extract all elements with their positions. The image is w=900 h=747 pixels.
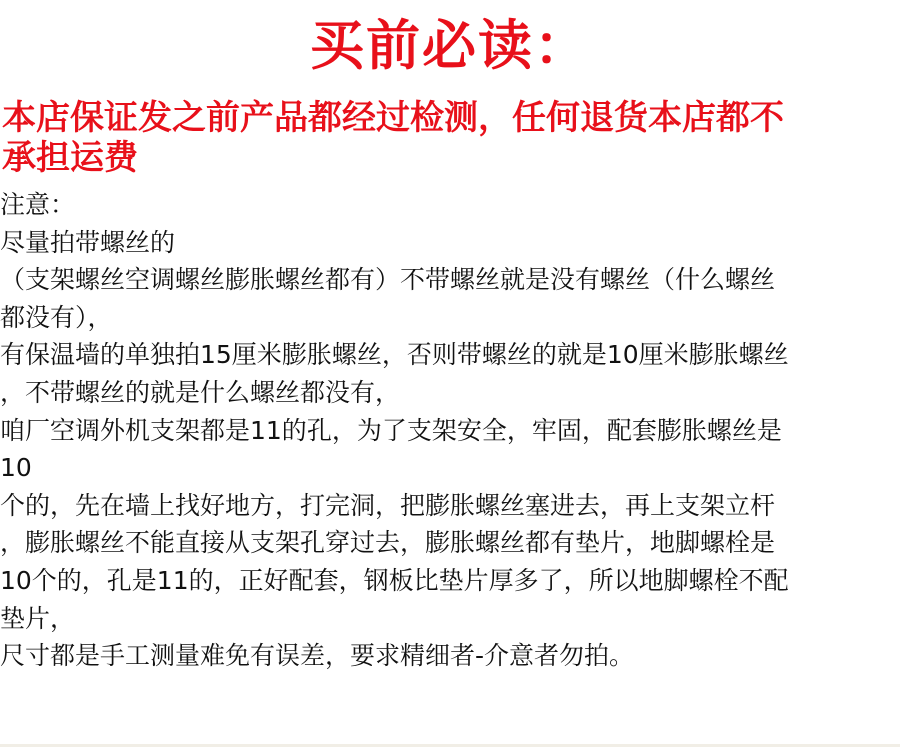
instruction-line: 尺寸都是手工测量难免有误差，要求精细者-介意者勿拍。: [0, 641, 635, 671]
instruction-line: 个的，先在墙上找好地方，打完洞，把膨胀螺丝塞进去，再上支架立杆: [0, 490, 776, 520]
instruction-line: 尽量拍带螺丝的: [0, 227, 176, 257]
instruction-line: 注意：: [0, 190, 76, 219]
instruction-line: ，膨胀螺丝不能直接从支架孔穿过去，膨胀螺丝都有垫片，地脚螺栓是: [0, 528, 776, 558]
instruction-line: 10个的，孔是11的，正好配套，钢板比垫片厚多了，所以地脚螺栓不配: [0, 565, 789, 595]
instruction-line: 都没有），: [0, 302, 113, 332]
instruction-line: 10: [0, 453, 32, 483]
instruction-line: 有保温墙的单独拍15厘米膨胀螺丝，否则带螺丝的就是10厘米膨胀螺丝: [0, 340, 789, 370]
instructions-body: [0, 186, 900, 675]
instruction-line: 垫片，: [0, 603, 76, 633]
page-title: 买前必读：: [310, 14, 590, 77]
instruction-line: 咱厂空调外机支架都是11的孔，为了支架安全，牢固，配套膨胀螺丝是: [0, 415, 782, 445]
instruction-line: （支架螺丝空调螺丝膨胀螺丝都有）不带螺丝就是没有螺丝（什么螺丝: [0, 265, 776, 295]
shipping-notice-line-2: 承担运费: [2, 138, 138, 178]
shipping-notice-line-1: 本店保证发之前产品都经过检测，任何退货本店都不: [2, 98, 784, 138]
instruction-line: ，不带螺丝的就是什么螺丝都没有，: [0, 377, 401, 407]
shipping-notice: [2, 98, 898, 178]
